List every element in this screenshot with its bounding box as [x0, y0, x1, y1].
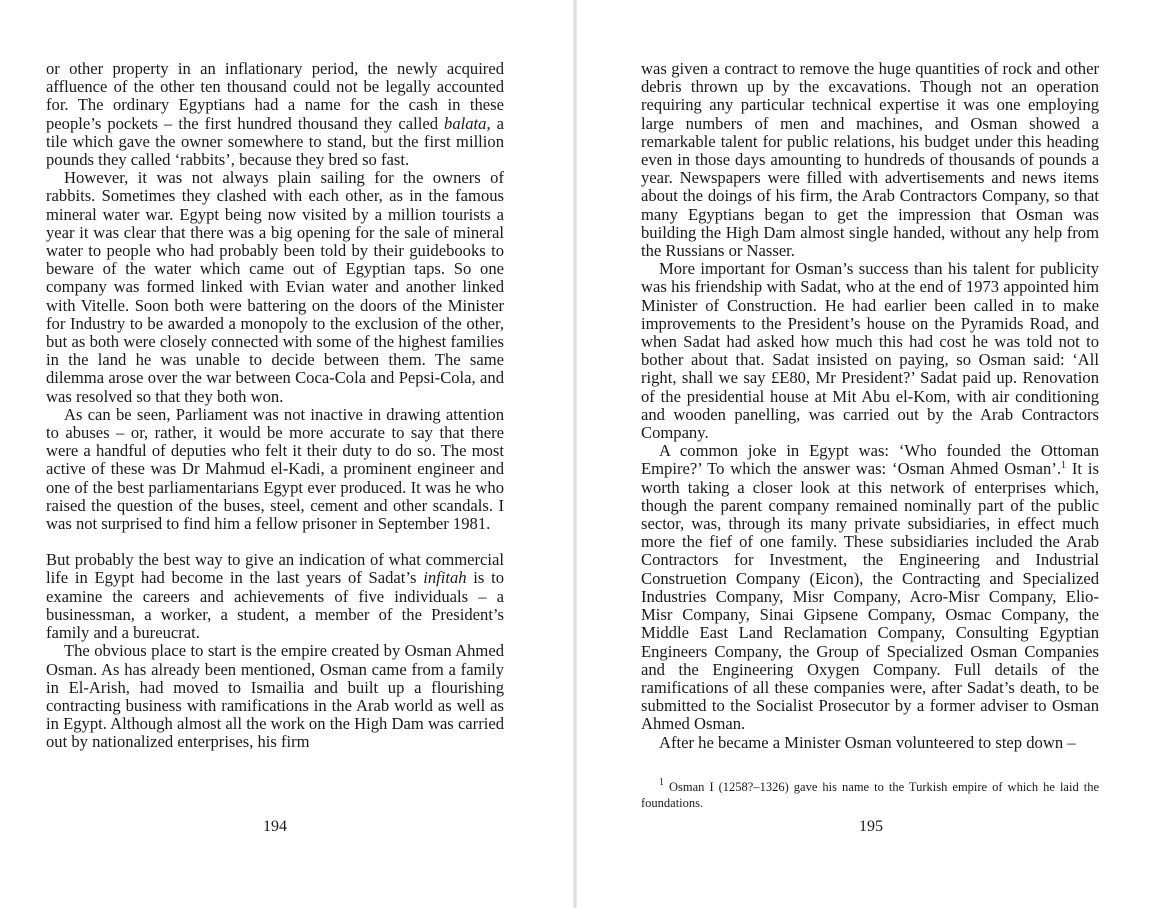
paragraph: The obvious place to start is the empire created by Osman Ahmed Osman. As has already been mentioned, Osman came from a family in El-Arish, had moved to Ismailia and built up a flourishing contracting business with ramifications in the Arab world as well as in Egypt. Although almost all the work on the High Dam was carried out by nationalized enterprises, his firm [46, 641, 504, 752]
italic-term: infitah [423, 568, 467, 588]
italic-term: balata [444, 113, 487, 133]
footnote-reference: 1 [1061, 460, 1066, 472]
paragraph: More important for Osman’s success than his talent for publicity was his friendship with Sadat, who at the end of 1973 appointed him Minister of Construction. He had earlier been called in to make improvements to the President’s house on the Pyramids Road, and when Sadat had asked how much this had cost he was told not to bother about that. Sadat insisted on paying, so Osman said: ‘All right, shall we say £E80, Mr President?’ Sadat paid up. Renovation of the presidential house at Mit Abu el-Kom, with air conditioning and wooden panelling, was carried out by the Arab Contractors Company. [641, 259, 1099, 443]
paragraph: But probably the best way to give an indication of what commercial life in Egypt had become in the last years of Sadat’s infitah is to examine the careers and achievements of five individuals – a businessman, a worker, a student, a member of the President’s family and a bureucrat. [46, 550, 504, 643]
left-page-body [46, 60, 504, 752]
footnote: $^1$ Osman I (1258?–1326) gave his name to the Turkish empire of which he laid the foundations. [641, 777, 1099, 810]
footnote-mark: 1 [659, 777, 664, 788]
right-page-body [641, 60, 1099, 752]
paragraph: However, it was not always plain sailing for the owners of rabbits. Sometimes they clashed with each other, as in the famous mineral water war. Egypt being now visited by a million tourists a year it was clear that there was a big opening for the sale of mineral water to people who had probably been told by their guidebooks to beware of the water which came out of Egyptian taps. So one company was formed linked with Evian water and another linked with Vitelle. Soon both were battering on the doors of the Minister for Industry to be awarded a monopoly to the exclusion of the other, but as both were closely connected with some of the highest families in the land he was unable to decide between them. The same dilemma arose over the war between Coca-Cola and Pepsi-Cola, and was resolved so that they both won. [46, 168, 504, 406]
paragraph: A common joke in Egypt was: ‘Who founded the Ottoman Empire?’ To which the answer was: ‘Osman Ahmed Osman’.$^1$ It is worth taking a closer look at this network of enterprises which, though the parent company remained nominally part of the public sector, was, through its many private subsidiaries, in effect much more the fief of one family. These subsidiaries included the Arab Contractors for Investment, the Engineering and Industrial Construetion Company (Eicon), the Contracting and Specialized Industries Company, Misr Company, Acro-Misr Company, Elio-Misr Company, Sinai Gipsene Company, Osmac Company, the Middle East Land Reclamation Company, Consulting Egyptian Engineers Company, the Group of Specialized Osman Companies and the Engineering Oxygen Company. Full details of the ramifications of all these companies were, after Sadat’s death, to be submitted to the Socialist Prosecutor by a former adviser to Osman Ahmed Osman. [641, 441, 1099, 734]
paragraph: As can be seen, Parliament was not inactive in drawing attention to abuses – or, rather, it would be more accurate to say that there were a handful of deputies who felt it their duty to do so. The most active of these was Dr Mahmud el-Kadi, a prominent engineer and one of the best parliamentarians Egypt ever produced. It was he who raised the question of the buses, steel, cement and other scandals. I was not surprised to find him a fellow prisoner in September 1981. [46, 404, 504, 534]
paragraph: After he became a Minister Osman volunteered to step down – [659, 732, 1076, 752]
paragraph: or other property in an inflationary period, the newly acquired affluence of the other ten thousand could not be legally accounted for. The ordinary Egyptians had a name for the cash in these people’s pockets – the first hundred thousand they called balata, a tile which gave the owner somewhere to stand, but the first million pounds they called ‘rabbits’, because they bred so fast. [46, 59, 504, 170]
paragraph: was given a contract to remove the huge quantities of rock and other debris thrown up by the excavations. Though not an operation requiring any particular technical expertise it was one employing large numbers of men and machines, and Osman showed a remarkable talent for public relations, his budget under this heading even in those days amounting to hundreds of thousands of pounds a year. Newspapers were filled with advertisements and news items about the doings of his firm, the Arab Contractors Company, so that many Egyptians began to get the impression that Osman was building the High Dam almost single handed, without any help from the Russians or Nasser. [641, 59, 1099, 261]
right-page [575, 0, 1150, 908]
page-number: 194 [263, 818, 287, 835]
page-number: 195 [859, 818, 883, 835]
